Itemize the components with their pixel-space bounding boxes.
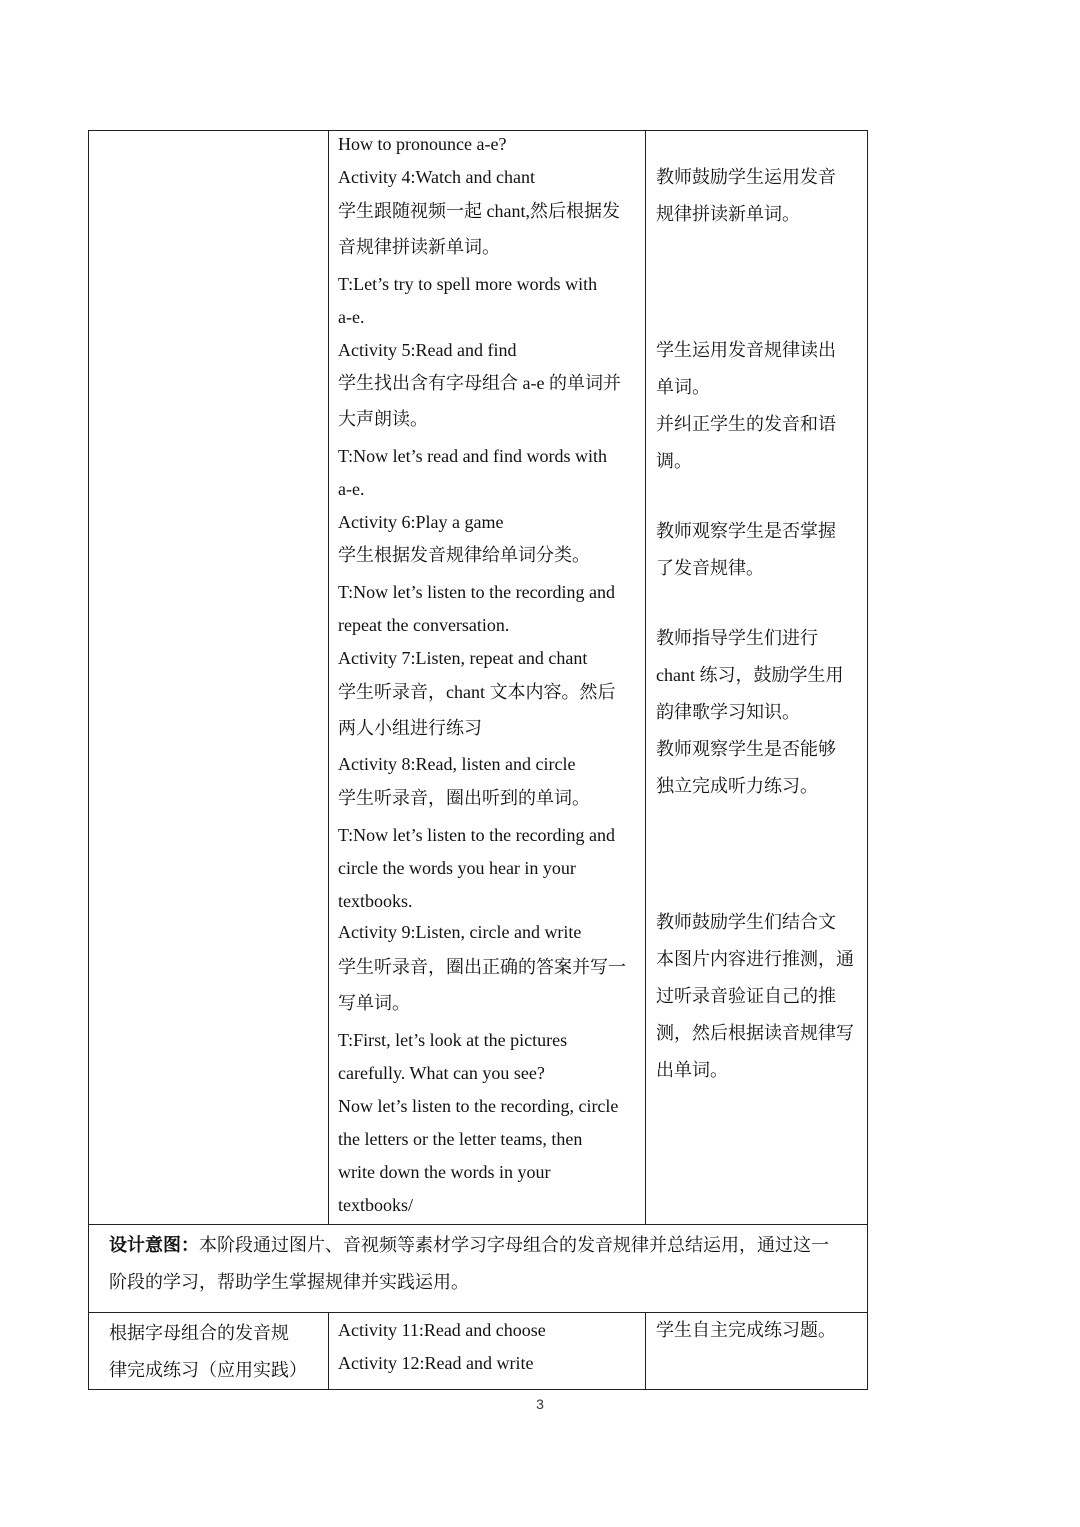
activity-line: Activity 11:Read and choose — [338, 1320, 546, 1340]
note-line: 独立完成听力练习。 — [656, 776, 818, 796]
lesson-plan-table — [88, 130, 868, 1390]
activities-cell — [329, 131, 646, 1224]
activity-line: T:Now let’s read and find words with — [338, 446, 608, 466]
activity-line: Activity 6:Play a game — [338, 512, 504, 532]
activity-line: 学生听录音，圈出听到的单词。 — [338, 788, 590, 808]
activity-line: 学生听录音，chant 文本内容。然后 — [338, 682, 616, 702]
activity-line: a-e. — [338, 479, 365, 499]
activity-line: 学生根据发音规律给单词分类。 — [338, 545, 590, 565]
activity-line: 学生听录音，圈出正确的答案并写一 — [338, 957, 626, 977]
activity-line: Activity 8:Read, listen and circle — [338, 754, 576, 774]
stage-cell-empty — [89, 131, 329, 1224]
activity-line: 学生跟随视频一起 chant,然后根据发 — [338, 201, 620, 221]
activity-line: textbooks/ — [338, 1195, 413, 1215]
activity-line: 大声朗读。 — [338, 409, 428, 429]
note-line: 学生自主完成练习题。 — [656, 1320, 836, 1340]
activity-line: repeat the conversation. — [338, 615, 510, 635]
activity-line: T:Now let’s listen to the recording and — [338, 582, 616, 602]
page-number: 3 — [536, 1396, 544, 1412]
note-line: 并纠正学生的发音和语 — [656, 414, 836, 434]
note-line: 韵律歌学习知识。 — [656, 702, 800, 722]
stage-label-line-1: 根据字母组合的发音规 — [109, 1323, 289, 1343]
activity-line: carefully. What can you see? — [338, 1063, 545, 1083]
note-line: 教师鼓励学生运用发音 — [656, 167, 836, 187]
activity-line: 学生找出含有字母组合 a-e 的单词并 — [338, 373, 621, 393]
teacher-notes-cell — [646, 131, 867, 1224]
design-intent-line-2: 阶段的学习，帮助学生掌握规律并实践运用。 — [109, 1272, 469, 1292]
design-intent-line-1 — [109, 1235, 829, 1255]
stage-cell — [89, 1313, 329, 1389]
activity-line: T:Now let’s listen to the recording and — [338, 825, 616, 845]
activity-line: Activity 9:Listen, circle and write — [338, 922, 582, 942]
design-intent-text: 本阶段通过图片、音视频等素材学习字母组合的发音规律并总结运用，通过这一 — [199, 1235, 829, 1255]
activities-cell — [329, 1313, 646, 1389]
activity-line: a-e. — [338, 307, 365, 327]
note-line: 教师观察学生是否掌握 — [656, 521, 836, 541]
activity-line: write down the words in your — [338, 1162, 551, 1182]
table-row — [89, 131, 867, 1225]
activity-line: Activity 4:Watch and chant — [338, 167, 535, 187]
note-line: 教师鼓励学生们结合文 — [656, 912, 836, 932]
activity-line: How to pronounce a-e? — [338, 134, 507, 154]
activity-line: 音规律拼读新单词。 — [338, 237, 500, 257]
note-line: 过听录音验证自己的推 — [656, 986, 836, 1006]
note-line: 单词。 — [656, 377, 710, 397]
activity-line: Activity 12:Read and write — [338, 1353, 534, 1373]
note-line: 教师观察学生是否能够 — [656, 739, 836, 759]
note-line: 测，然后根据读音规律写 — [656, 1023, 854, 1043]
activity-line: the letters or the letter teams, then — [338, 1129, 583, 1149]
note-line: 本图片内容进行推测，通 — [656, 949, 854, 969]
activity-line: 两人小组进行练习 — [338, 718, 482, 738]
table-row — [89, 1313, 867, 1389]
note-line: 了发音规律。 — [656, 558, 764, 578]
note-line: 规律拼读新单词。 — [656, 204, 800, 224]
activity-line: textbooks. — [338, 891, 413, 911]
note-line: 教师指导学生们进行 — [656, 628, 818, 648]
design-intent-row — [89, 1225, 867, 1313]
activity-line: T:Let’s try to spell more words with — [338, 274, 598, 294]
activity-line: circle the words you hear in your — [338, 858, 576, 878]
note-line: 学生运用发音规律读出 — [656, 340, 836, 360]
activity-line: Now let’s listen to the recording, circle — [338, 1096, 619, 1116]
design-intent-label: 设计意图： — [109, 1235, 199, 1255]
stage-label-line-2: 律完成练习（应用实践） — [109, 1360, 307, 1380]
activity-line: 写单词。 — [338, 993, 410, 1013]
note-line: chant 练习，鼓励学生用 — [656, 665, 844, 685]
activity-line: Activity 7:Listen, repeat and chant — [338, 648, 588, 668]
teacher-notes-cell — [646, 1313, 867, 1389]
note-line: 出单词。 — [656, 1060, 728, 1080]
activity-line: Activity 5:Read and find — [338, 340, 517, 360]
note-line: 调。 — [656, 451, 692, 471]
activity-line: T:First, let’s look at the pictures — [338, 1030, 568, 1050]
